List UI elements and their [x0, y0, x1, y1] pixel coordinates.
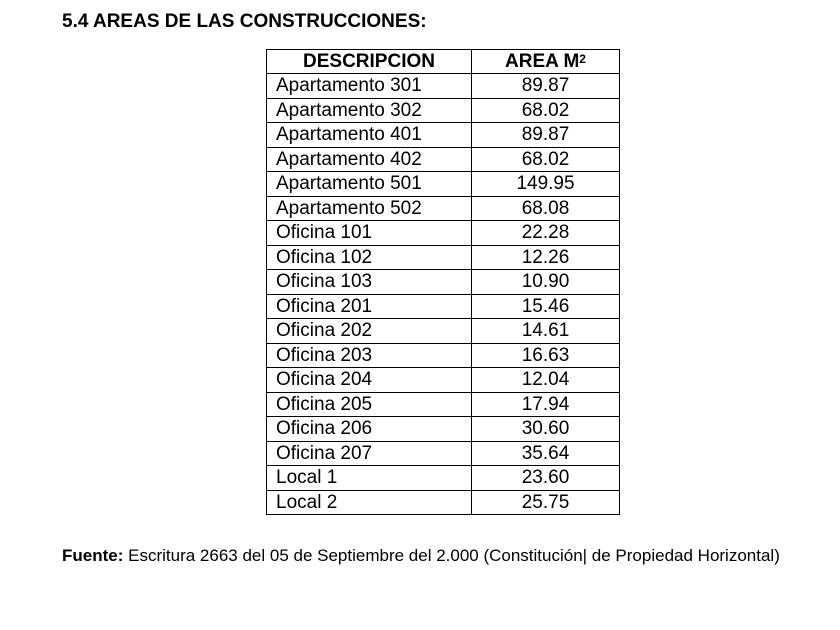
areas-table — [266, 49, 620, 515]
section-heading: 5.4 AREAS DE LAS CONSTRUCCIONES: — [62, 11, 427, 32]
table-row — [267, 294, 620, 319]
source-text: Escritura 2663 del 05 de Septiembre del 2.000 (Constitución| de Propiedad Horizontal) — [123, 546, 780, 565]
table-row — [267, 417, 620, 442]
table-row — [267, 123, 620, 148]
cell-area: 89.87 — [472, 123, 620, 148]
cell-description: Oficina 102 — [267, 245, 472, 270]
cell-area: 68.08 — [472, 196, 620, 221]
cell-description: Oficina 201 — [267, 294, 472, 319]
table-row — [267, 98, 620, 123]
table-row — [267, 490, 620, 515]
cell-description: Oficina 101 — [267, 221, 472, 246]
table-row — [267, 221, 620, 246]
table-row — [267, 466, 620, 491]
cell-area: 89.87 — [472, 74, 620, 99]
table-row — [267, 270, 620, 295]
cell-area: 15.46 — [472, 294, 620, 319]
source-label: Fuente: — [62, 546, 124, 565]
cell-area: 68.02 — [472, 98, 620, 123]
cell-area: 25.75 — [472, 490, 620, 515]
table-header-row — [267, 50, 620, 74]
cell-description: Apartamento 501 — [267, 172, 472, 197]
cell-area: 10.90 — [472, 270, 620, 295]
column-header-area — [472, 50, 620, 74]
cell-area: 35.64 — [472, 441, 620, 466]
column-header-description: DESCRIPCION — [267, 50, 472, 74]
cell-area: 22.28 — [472, 221, 620, 246]
source-note — [62, 544, 782, 568]
cell-description: Local 1 — [267, 466, 472, 491]
cell-area: 14.61 — [472, 319, 620, 344]
cell-description: Oficina 202 — [267, 319, 472, 344]
table-row — [267, 245, 620, 270]
table-row — [267, 343, 620, 368]
cell-area: 17.94 — [472, 392, 620, 417]
cell-description: Apartamento 301 — [267, 74, 472, 99]
cell-description: Apartamento 402 — [267, 147, 472, 172]
cell-description: Apartamento 302 — [267, 98, 472, 123]
table-row — [267, 368, 620, 393]
cell-description: Apartamento 502 — [267, 196, 472, 221]
cell-description: Oficina 203 — [267, 343, 472, 368]
cell-area: 12.04 — [472, 368, 620, 393]
cell-description: Apartamento 401 — [267, 123, 472, 148]
cell-area: 12.26 — [472, 245, 620, 270]
cell-area: 30.60 — [472, 417, 620, 442]
cell-description: Local 2 — [267, 490, 472, 515]
cell-area: 149.95 — [472, 172, 620, 197]
cell-description: Oficina 103 — [267, 270, 472, 295]
table-row — [267, 172, 620, 197]
table-row — [267, 319, 620, 344]
cell-description: Oficina 205 — [267, 392, 472, 417]
table-row — [267, 147, 620, 172]
cell-area: 68.02 — [472, 147, 620, 172]
cell-description: Oficina 206 — [267, 417, 472, 442]
table-row — [267, 441, 620, 466]
cell-area: 23.60 — [472, 466, 620, 491]
table-row — [267, 196, 620, 221]
column-header-area-superscript: 2 — [579, 52, 586, 66]
table-row — [267, 74, 620, 99]
cell-description: Oficina 204 — [267, 368, 472, 393]
cell-area: 16.63 — [472, 343, 620, 368]
column-header-area-label: AREA M — [505, 51, 580, 72]
cell-description: Oficina 207 — [267, 441, 472, 466]
table-row — [267, 392, 620, 417]
